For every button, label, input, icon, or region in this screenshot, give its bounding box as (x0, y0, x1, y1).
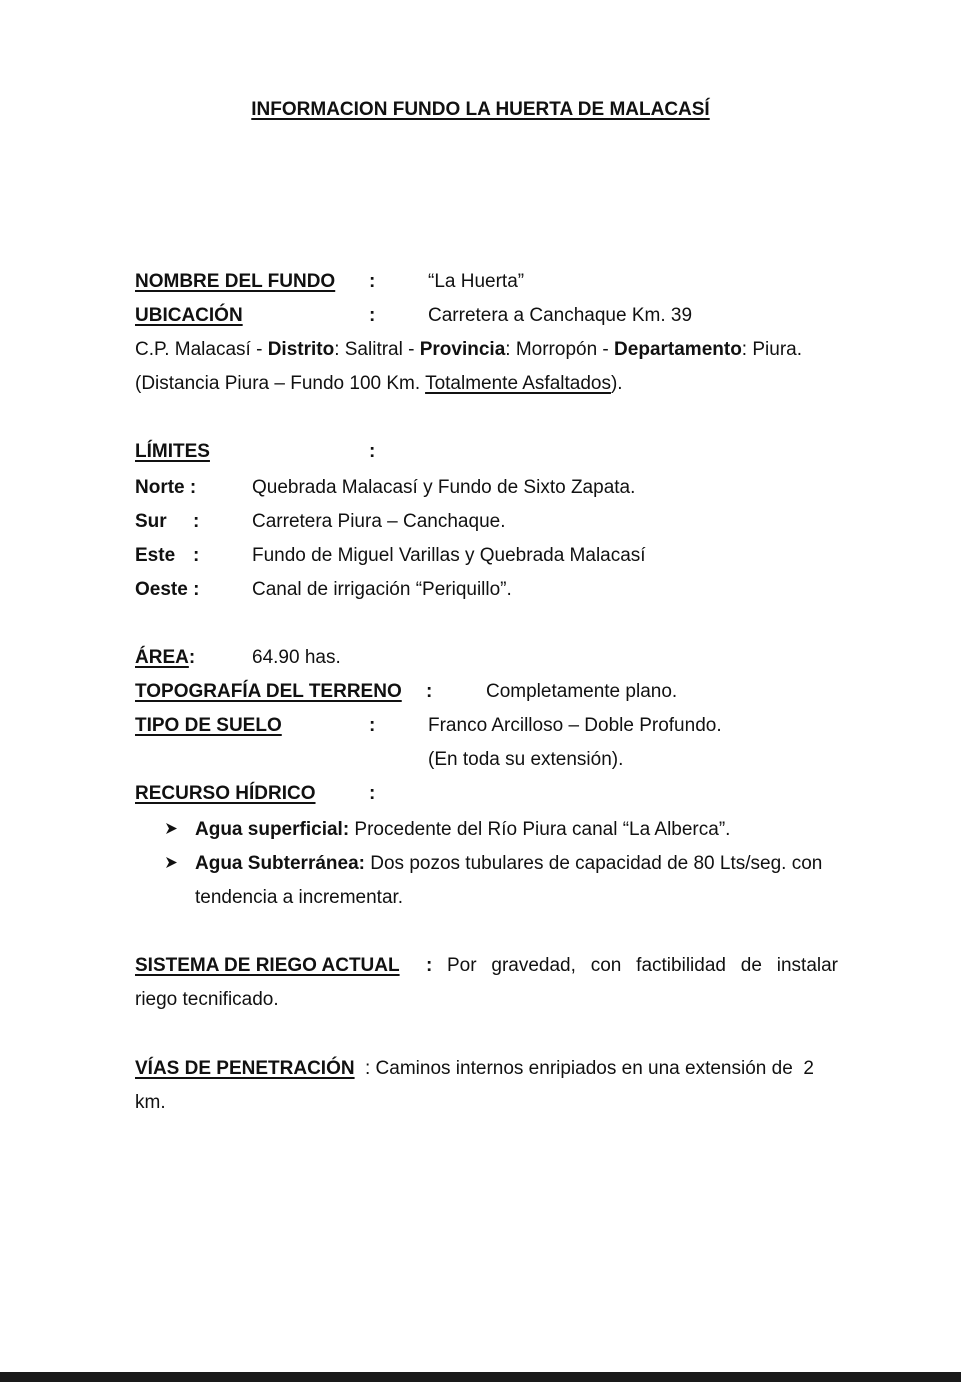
limite-norte-label: Norte : (135, 477, 197, 498)
subterranea-text: Dos pozos tubulares de capacidad de 80 Lts/seg. con (364, 853, 823, 874)
recurso-label: RECURSO HÍDRICO (135, 783, 316, 804)
provincia-value: : Morropón - (505, 339, 615, 360)
superficial-text: Procedente del Río Piura canal “La Alberca”. (349, 819, 731, 840)
limite-norte-value: Quebrada Malacasí y Fundo de Sixto Zapata. (252, 477, 636, 498)
subterranea-label: Agua Subterránea: (195, 853, 365, 874)
subterranea-text-2: tendencia a incrementar. (195, 887, 404, 908)
area-line (135, 646, 195, 670)
suelo-value: Franco Arcilloso – Doble Profundo. (428, 715, 722, 736)
page-title: INFORMACION FUNDO LA HUERTA DE MALACASÍ (251, 99, 710, 120)
superficial-label: Agua superficial: (195, 819, 350, 840)
recurso-item-superficial (165, 818, 730, 842)
riego-label: SISTEMA DE RIEGO ACTUAL (135, 955, 400, 976)
ubicacion-label: UBICACIÓN (135, 305, 243, 326)
distrito-value: : Salitral - (334, 339, 420, 360)
vias-value: : Caminos internos enripiados en una extensión de 2 (365, 1058, 814, 1079)
departamento-value: : Piura. (741, 339, 802, 360)
limite-oeste-label: Oeste : (135, 579, 200, 600)
distancia-asfaltados: Totalmente Asfaltados (425, 373, 611, 394)
vias-value-2: km. (135, 1092, 166, 1113)
vias-label: VÍAS DE PENETRACIÓN (135, 1058, 355, 1079)
cp-text: C.P. Malacasí - (135, 339, 268, 360)
recurso-item-subterranea (165, 852, 822, 876)
limite-este-label: Este (135, 545, 176, 566)
departamento-label: Departamento (614, 339, 742, 360)
limite-sur-colon: : (193, 511, 200, 532)
suelo-label: TIPO DE SUELO (135, 715, 282, 736)
limite-oeste-value: Canal de irrigación “Periquillo”. (252, 579, 512, 600)
ubicacion-colon: : (369, 305, 376, 326)
nombre-label: NOMBRE DEL FUNDO (135, 271, 336, 292)
distrito-label: Distrito (267, 339, 335, 360)
distancia-pre: (Distancia Piura – Fundo 100 Km. (135, 373, 426, 394)
ubicacion-detail-line (135, 338, 802, 362)
distancia-line (135, 372, 623, 396)
limite-sur-label: Sur (135, 511, 167, 532)
distancia-post: ). (610, 373, 623, 394)
riego-value: Por gravedad, con factibilidad de instalar (447, 955, 838, 976)
ubicacion-value: Carretera a Canchaque Km. 39 (428, 305, 693, 326)
topografia-value: Completamente plano. (486, 681, 678, 702)
riego-value-2: riego tecnificado. (135, 989, 279, 1010)
limite-este-colon: : (193, 545, 200, 566)
limite-este-value: Fundo de Miguel Varillas y Quebrada Malacasí (252, 545, 646, 566)
suelo-value-2: (En toda su extensión). (428, 749, 624, 770)
topografia-label: TOPOGRAFÍA DEL TERRENO (135, 681, 402, 702)
riego-colon: : (426, 955, 433, 976)
limites-label: LÍMITES (135, 441, 210, 462)
arrow-bullet-icon (165, 818, 187, 842)
suelo-colon: : (369, 715, 376, 736)
nombre-value: “La Huerta” (428, 271, 525, 292)
nombre-colon: : (369, 271, 376, 292)
bottom-edge-bar (0, 1372, 961, 1382)
recurso-colon: : (369, 783, 376, 804)
area-colon: : (188, 647, 196, 668)
limite-sur-value: Carretera Piura – Canchaque. (252, 511, 506, 532)
provincia-label: Provincia (419, 339, 506, 360)
topografia-colon: : (426, 681, 433, 702)
area-value: 64.90 has. (252, 647, 341, 668)
arrow-bullet-icon (165, 852, 187, 876)
area-label: ÁREA (135, 647, 189, 668)
limites-colon: : (369, 441, 376, 462)
